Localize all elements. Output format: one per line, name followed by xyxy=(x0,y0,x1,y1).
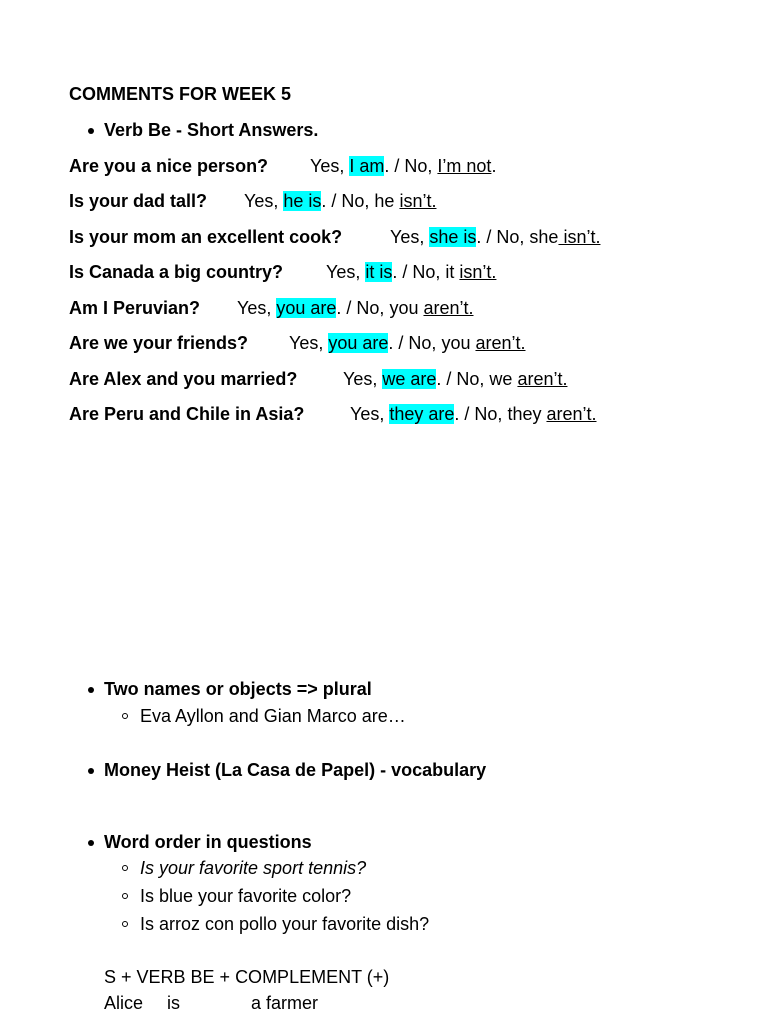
highlighted-short-answer: you are xyxy=(328,333,389,353)
question-text: Is Canada a big country? xyxy=(69,262,284,282)
answer-yes-prefix: Yes, xyxy=(310,156,350,176)
question-text: Are we your friends? xyxy=(69,333,249,353)
bullet-plural: Two names or objects => plural xyxy=(104,679,372,699)
answer-no-prefix: . / No, she xyxy=(476,227,559,247)
answer-yes-prefix: Yes, xyxy=(237,298,277,318)
question-text: Are you a nice person? xyxy=(69,156,269,176)
answer-no-prefix: . / No, you xyxy=(336,298,424,318)
underlined-negative-answer: aren’t. xyxy=(423,298,474,318)
sub-item-plural-example: Eva Ayllon and Gian Marco are… xyxy=(140,706,406,726)
example-subject: Alice xyxy=(104,993,144,1013)
sub-bullet-icon xyxy=(122,713,128,719)
answer-line xyxy=(244,190,436,212)
highlighted-short-answer: she is xyxy=(429,227,477,247)
answer-no-prefix: . / No, you xyxy=(388,333,476,353)
answer-no-prefix: . / No, they xyxy=(454,404,547,424)
answer-line xyxy=(310,155,496,177)
answer-yes-prefix: Yes, xyxy=(289,333,329,353)
bullet-icon xyxy=(88,768,94,774)
sub-item-question-3: Is arroz con pollo your favorite dish? xyxy=(140,914,430,934)
sub-bullet-icon xyxy=(122,921,128,927)
question-text: Am I Peruvian? xyxy=(69,298,201,318)
bullet-icon xyxy=(88,840,94,846)
answer-line xyxy=(350,403,597,425)
formula-line: S + VERB BE + COMPLEMENT (+) xyxy=(104,967,390,987)
underlined-negative-answer: isn’t. xyxy=(558,227,601,247)
answer-yes-prefix: Yes, xyxy=(390,227,430,247)
answer-yes-prefix: Yes, xyxy=(343,369,383,389)
answer-yes-prefix: Yes, xyxy=(350,404,390,424)
bullet-vocabulary: Money Heist (La Casa de Papel) - vocabulary xyxy=(104,760,487,780)
answer-yes-prefix: Yes, xyxy=(326,262,366,282)
example-verb: is xyxy=(167,993,180,1013)
answer-end: . xyxy=(491,156,497,176)
underlined-negative-answer: I’m not xyxy=(437,156,492,176)
sub-item-question-2: Is blue your favorite color? xyxy=(140,886,352,906)
sub-item-question-1: Is your favorite sport tennis? xyxy=(140,858,367,878)
answer-line xyxy=(343,368,567,390)
question-text: Is your dad tall? xyxy=(69,191,208,211)
underlined-negative-answer: aren’t. xyxy=(546,404,597,424)
answer-yes-prefix: Yes, xyxy=(244,191,284,211)
highlighted-short-answer: he is xyxy=(283,191,322,211)
sub-bullet-icon xyxy=(122,893,128,899)
underlined-negative-answer: isn’t. xyxy=(459,262,497,282)
underlined-negative-answer: aren’t. xyxy=(517,369,568,389)
answer-line xyxy=(326,261,496,283)
answer-line xyxy=(237,297,474,319)
underlined-negative-answer: aren’t. xyxy=(475,333,526,353)
highlighted-short-answer: they are xyxy=(389,404,455,424)
bullet-icon xyxy=(88,128,94,134)
highlighted-short-answer: it is xyxy=(365,262,393,282)
highlighted-short-answer: I am xyxy=(349,156,385,176)
bullet-icon xyxy=(88,687,94,693)
highlighted-short-answer: we are xyxy=(382,369,437,389)
question-text: Is your mom an excellent cook? xyxy=(69,227,343,247)
answer-no-prefix: . / No, he xyxy=(321,191,400,211)
question-text: Are Alex and you married? xyxy=(69,369,298,389)
example-complement: a farmer xyxy=(251,993,319,1013)
underlined-negative-answer: isn’t. xyxy=(399,191,437,211)
question-text: Are Peru and Chile in Asia? xyxy=(69,404,305,424)
section-heading-verb-be: Verb Be - Short Answers. xyxy=(104,120,319,140)
bullet-word-order: Word order in questions xyxy=(104,832,312,852)
highlighted-short-answer: you are xyxy=(276,298,337,318)
page-title: COMMENTS FOR WEEK 5 xyxy=(69,84,292,104)
sub-bullet-icon xyxy=(122,865,128,871)
answer-line xyxy=(289,332,526,354)
answer-no-prefix: . / No, xyxy=(384,156,438,176)
answer-no-prefix: . / No, it xyxy=(392,262,460,282)
answer-line xyxy=(390,226,600,248)
answer-no-prefix: . / No, we xyxy=(436,369,518,389)
